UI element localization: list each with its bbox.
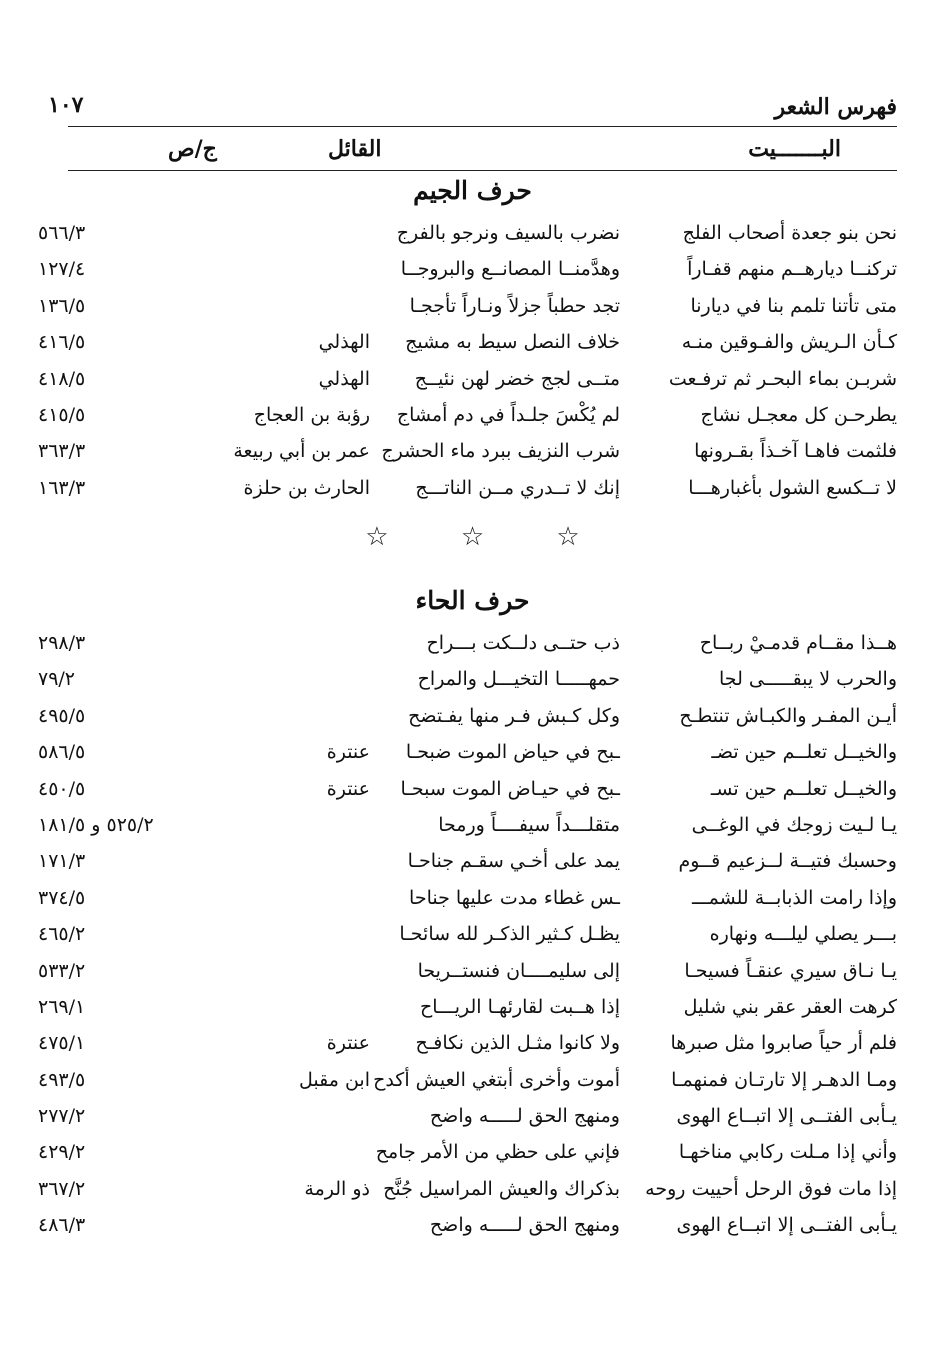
volume-page-reference: ٣٧٤/٥	[38, 886, 86, 909]
verse-second-hemistich: إلى سليمــــان فنستــريحا	[417, 959, 620, 982]
verse-second-hemistich: وكل كـبش فـر منها يفـتضح	[408, 704, 620, 727]
volume-page-reference: ٣٦٣/٣	[38, 440, 86, 463]
volume-page-reference: ٥٨٦/٥	[38, 741, 86, 764]
poet-name: الهذلي	[318, 367, 370, 390]
volume-page-reference: ٢٩٨/٣	[38, 632, 86, 654]
verse-first-hemistich: وحسبك فتيــة لــزعيم قــوم	[678, 850, 897, 873]
verse-row	[0, 471, 945, 507]
verse-row	[0, 216, 945, 252]
verse-second-hemistich: فإني على حظي من الأمر جامح	[375, 1141, 620, 1164]
verse-second-hemistich: ومنهج الحق لـــــه واضح	[429, 1105, 620, 1128]
verse-first-hemistich: يطرحـن كل معجـل نشاج	[700, 403, 897, 426]
volume-page-reference: ٥٢٥/٢ و ١٨١/٥	[38, 813, 154, 836]
verse-row	[0, 1026, 945, 1062]
section-title-ha: حرف الحاء	[415, 586, 530, 615]
verse-first-hemistich: يـأبى الفتــى إلا اتبــاع الهوى	[676, 1214, 897, 1237]
section-separator-stars: ☆ ☆ ☆	[365, 522, 612, 552]
verse-first-hemistich: متى تأتنا تلمم بنا في ديارنا	[690, 294, 897, 317]
volume-page-reference: ٢٧٧/٢	[38, 1105, 86, 1128]
verse-row	[0, 434, 945, 470]
verse-row	[0, 1063, 945, 1099]
volume-page-reference: ١٣٦/٥	[38, 294, 86, 317]
verse-row	[0, 289, 945, 325]
verse-first-hemistich: بـــر يصلي ليلـــه ونهاره	[709, 923, 897, 946]
verse-second-hemistich: نضرب بالسيف ونرجو بالفرج	[396, 222, 620, 244]
verse-second-hemistich: يمد على أخـي سقـم جناحـا	[407, 850, 620, 873]
poet-name: الحارث بن حلزة	[243, 476, 370, 499]
volume-page-reference: ٥٣٣/٢	[38, 959, 86, 982]
verse-second-hemistich: خلاف النصل سيط به مشيج	[405, 331, 620, 354]
verse-row	[0, 699, 945, 735]
verse-row	[0, 325, 945, 361]
volume-page-reference: ٤٦٥/٢	[38, 923, 86, 946]
verse-second-hemistich: إذا هــبت لقارئهـا الريـــاح	[419, 995, 620, 1018]
verse-row	[0, 1135, 945, 1171]
volume-page-reference: ٣٦٧/٢	[38, 1177, 86, 1200]
verse-second-hemistich: ـبح في حيـاض الموت سبحـا	[400, 777, 620, 800]
verse-row	[0, 881, 945, 917]
volume-page-reference: ٤١٥/٥	[38, 403, 86, 426]
verse-first-hemistich: وأني إذا مـلت ركابي مناخهـا	[678, 1141, 897, 1164]
verse-second-hemistich: ولا كانوا مثـل الذين نكافـح	[415, 1032, 620, 1055]
verse-second-hemistich: ومنهج الحق لـــــه واضح	[429, 1214, 620, 1237]
verse-list-jim	[0, 216, 945, 507]
verse-first-hemistich: والخيــل تعلــم حين تسـ	[710, 777, 897, 800]
verse-first-hemistich: فلم أر حياً صابروا مثل صبرها	[670, 1032, 897, 1055]
poet-name: عنترة	[326, 1032, 370, 1055]
verse-row	[0, 362, 945, 398]
verse-row	[0, 398, 945, 434]
volume-page-reference: ٤٩٣/٥	[38, 1068, 86, 1091]
verse-second-hemistich: ذب حتــى دلــكت بـــراح	[426, 632, 620, 654]
verse-first-hemistich: والخيــل تعلــم حين تضـ	[711, 741, 897, 764]
volume-page-reference: ٤٢٩/٢	[38, 1141, 86, 1164]
volume-page-reference: ٤٩٥/٥	[38, 704, 86, 727]
verse-second-hemistich: تجد حطباً جزلاً ونـاراً تأججـا	[409, 294, 620, 317]
verse-row	[0, 1099, 945, 1135]
verse-first-hemistich: والحرب لا يبقـــــى لجا	[719, 668, 897, 691]
verse-row	[0, 252, 945, 288]
verse-first-hemistich: فلثمت فاهـا آخـذاً بقـرونها	[694, 440, 897, 463]
verse-second-hemistich: يظـل كـثير الذكـر لله سائحـا	[399, 923, 620, 946]
verse-second-hemistich: بذكراك والعيش المراسيل جُنَّح	[383, 1177, 620, 1200]
verse-first-hemistich: ومـا الدهـر إلا تارتـان فمنهمـا	[671, 1068, 897, 1091]
verse-second-hemistich: أموت وأخرى أبتغي العيش أكدح	[373, 1068, 620, 1091]
volume-page-reference: ١٦٣/٣	[38, 476, 86, 499]
verse-second-hemistich: حمهـــــا التخيـــل والمراح	[417, 668, 620, 691]
header-rule	[68, 170, 897, 171]
poet-name: ابن مقبل	[299, 1068, 370, 1091]
volume-page-reference: ١٢٧/٤	[38, 258, 86, 281]
column-header-reference: ج/ص	[168, 136, 217, 162]
verse-first-hemistich: كـأن الـريش والفـوقين منـه	[681, 331, 897, 354]
poet-name: عنترة	[326, 777, 370, 800]
section-title-jim: حرف الجيم	[413, 176, 532, 205]
verse-row	[0, 990, 945, 1026]
verse-row	[0, 1172, 945, 1208]
verse-second-hemistich: وهدَّمنــا المصانــع والبروجــا	[400, 258, 620, 281]
verse-second-hemistich: إنك لا تــدري مــن الناتـــج	[415, 476, 620, 499]
volume-page-reference: ٤١٦/٥	[38, 331, 86, 354]
verse-first-hemistich: إذا مات فوق الرحل أحييت روحه	[645, 1177, 897, 1200]
verse-first-hemistich: يـأبى الفتــى إلا اتبــاع الهوى	[676, 1105, 897, 1128]
poet-name: عنترة	[326, 741, 370, 764]
volume-page-reference: ٤٨٦/٣	[38, 1214, 86, 1237]
verse-first-hemistich: لا تــكسع الشول بأغبارهـــا	[688, 476, 897, 499]
running-title: فهرس الشعر	[774, 94, 897, 120]
verse-second-hemistich: شرب النزيف ببرد ماء الحشرج	[381, 440, 620, 463]
verse-second-hemistich: ـبح في حياض الموت ضبحـا	[405, 741, 620, 764]
volume-page-reference: ٤١٨/٥	[38, 367, 86, 390]
verse-first-hemistich: هــذا مقــام قدمـيْ ربــاح	[699, 632, 897, 654]
poet-name: رؤبة بن العجاج	[253, 403, 370, 426]
verse-row	[0, 844, 945, 880]
verse-first-hemistich: تركنــا ديارهــم منهم قفـاراً	[687, 258, 897, 281]
column-header-verse: البـــــــيت	[748, 136, 841, 162]
volume-page-reference: ٢٦٩/١	[38, 995, 86, 1018]
volume-page-reference: ٤٥٠/٥	[38, 777, 86, 800]
verse-first-hemistich: وإذا رامت الذبابــة للشمـــ	[691, 886, 897, 909]
verse-row	[0, 772, 945, 808]
top-rule	[68, 126, 897, 127]
poet-name: ذو الرمة	[304, 1177, 370, 1200]
verse-first-hemistich: كرهت العقر عقر بني شليل	[683, 995, 897, 1018]
verse-row	[0, 1208, 945, 1244]
volume-page-reference: ٥٦٦/٣	[38, 222, 86, 244]
verse-row	[0, 662, 945, 698]
verse-first-hemistich: يـا لـيت زوجك في الوغــى	[691, 813, 897, 836]
page-number: ١٠٧	[48, 92, 84, 118]
verse-row	[0, 808, 945, 844]
column-header-poet: القائل	[328, 136, 382, 162]
verse-second-hemistich: ـس غطاء مدت عليها جناحا	[409, 886, 620, 909]
verse-row	[0, 917, 945, 953]
poet-name: عمر بن أبي ربيعة	[233, 440, 370, 463]
volume-page-reference: ٧٩/٢	[38, 668, 76, 691]
verse-list-ha	[0, 626, 945, 1245]
verse-row	[0, 954, 945, 990]
volume-page-reference: ٤٧٥/١	[38, 1032, 86, 1055]
verse-second-hemistich: متقلـــداً سيفــــاً ورمحا	[438, 813, 620, 836]
verse-row	[0, 626, 945, 662]
poet-name: الهذلي	[318, 331, 370, 354]
verse-row	[0, 735, 945, 771]
verse-first-hemistich: أيـن المفـر والكبـاش تنتطـح	[679, 704, 897, 727]
verse-first-hemistich: يـا نـاق سيري عنقـاً فسيحـا	[684, 959, 897, 982]
verse-second-hemistich: لم يُكْسَ جلـداً في دم أمشاج	[396, 403, 620, 426]
verse-first-hemistich: نحن بنو جعدة أصحاب الفلج	[682, 222, 897, 244]
volume-page-reference: ١٧١/٣	[38, 850, 86, 873]
verse-first-hemistich: شربـن بماء البحـر ثم ترفـعت	[668, 367, 897, 390]
verse-second-hemistich: متــى لجج خضر لهن نئيــج	[414, 367, 620, 390]
